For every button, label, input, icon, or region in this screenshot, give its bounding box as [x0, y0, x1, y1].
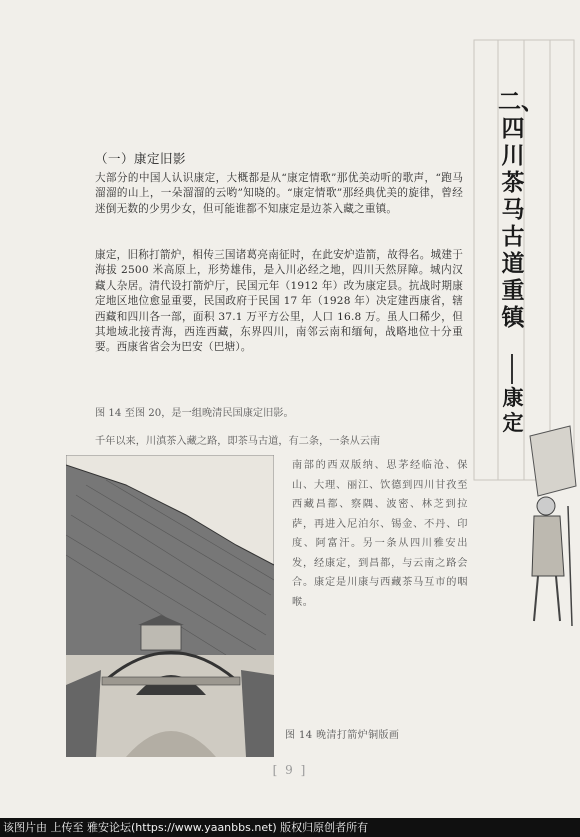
figure-caption: 图 14 晚清打箭炉铜版画 [285, 730, 400, 741]
paragraph-intro: 大部分的中国人认识康定，大概都是从“康定情歌”那优美动听的歌声，“跑马溜溜的山上，一朵溜溜的云哟”知晓的。“康定情歌”那经典优美的旋律，曾经迷倒无数的少男少女，但可能谁都不知康定是边茶入藏之重镇。 [95, 172, 463, 215]
side-chapter-subtitle: 康定 [502, 385, 524, 435]
figure-series-note: 图 14 至图 20，是一组晚清民国康定旧影。 [95, 408, 294, 419]
tea-road-description: 南部的西双版纳、思茅经临沧、保山、大理、丽江、饮德到四川甘孜至西藏昌都、察隅、波密、林芝到拉萨，再进入尼泊尔、锡金、不丹、印度、阿富汗。另一条从四川雅安出发，经康定，到昌都，与云南之路会合。康定是川康与西藏茶马互市的咽喉。 [292, 460, 468, 608]
watermark-footer: 该图片由 上传至 雅安论坛(https://www.yaanbbs.net) 版权归原创者所有 [0, 818, 580, 837]
paragraph-history: 康定，旧称打箭炉，相传三国诸葛亮南征时，在此安炉造箭，故得名。城建于海拔 2500 米高原上，形势雄伟，是入川必经之地，四川天然屏障。城内汉藏人杂居。清代设打箭炉厅，民国元年（1912 年）改为康定县。抗战时期康定地区地位愈显重要，民国政府于民国 17 年（1928 年）决定建西康省，辖西藏和四川各一部，面积 37.1 万平方公里，人口 16.8 万。虽人口稀少，但其地域北接青海，西连西藏，东界四川，南邻云南和缅甸，战略地位十分重要。西康省省会为巴安（巴塘）。 [95, 249, 463, 354]
side-chapter-title: 二、四川茶马古道重镇 [498, 88, 544, 331]
side-dash-divider [511, 354, 513, 384]
engraving-illustration [66, 455, 274, 757]
section-heading: （一）康定旧影 [95, 151, 187, 166]
tea-road-intro-line: 千年以来，川滇茶入藏之路，即茶马古道，有二条，一条从云南 [95, 436, 381, 447]
page-number: [ 9 ] [272, 763, 308, 777]
